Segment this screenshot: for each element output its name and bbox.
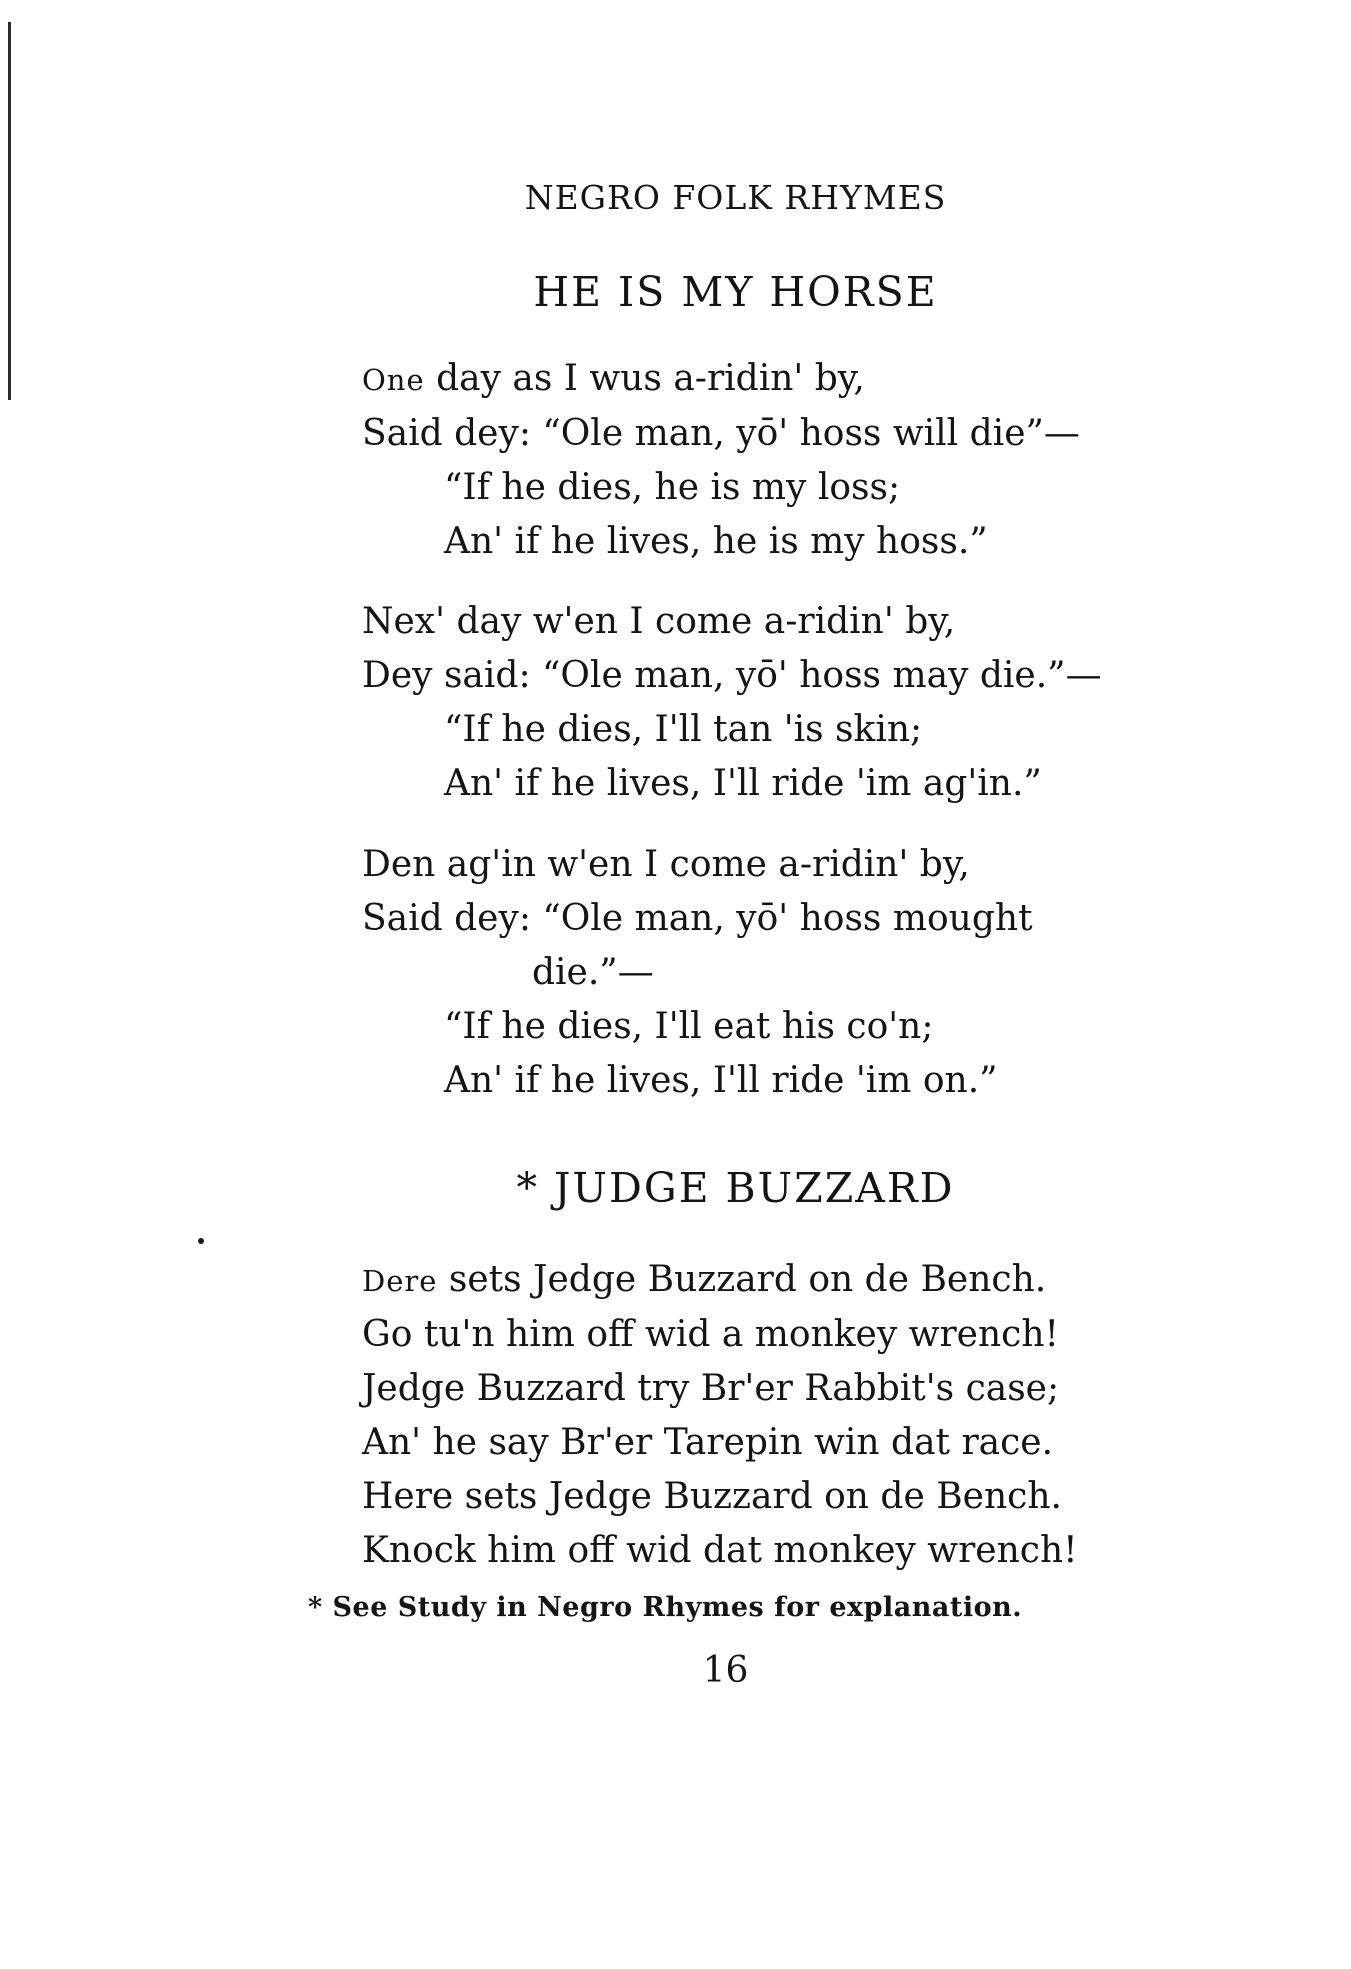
running-head: NEGRO FOLK RHYMES xyxy=(524,178,947,217)
stanza-2 xyxy=(362,595,1102,811)
verse-line: Knock him off wid dat monkey wrench! xyxy=(362,1530,1078,1571)
verse-line: Said dey: “Ole man, yō' hoss will die”— xyxy=(362,413,1080,454)
verse-line: An' if he lives, I'll ride 'im ag'in.” xyxy=(444,763,1042,804)
verse-line: One day as I wus a-ridin' by, xyxy=(362,358,865,399)
verse-line: Nex' day w'en I come a-ridin' by, xyxy=(362,601,956,642)
verse-line: Said dey: “Ole man, yō' hoss mought xyxy=(362,898,1033,939)
verse-line: Here sets Jedge Buzzard on de Bench. xyxy=(362,1476,1062,1517)
verse-line: die.”— xyxy=(532,952,654,993)
verse-line: Dere sets Jedge Buzzard on de Bench. xyxy=(362,1259,1047,1300)
verse-line: Jedge Buzzard try Br'er Rabbit's case; xyxy=(362,1368,1060,1409)
verse-line: Dey said: “Ole man, yō' hoss may die.”— xyxy=(362,655,1102,696)
verse-line: “If he dies, I'll tan 'is skin; xyxy=(444,709,923,750)
stanza-judge-buzzard xyxy=(362,1253,1078,1578)
ink-speck xyxy=(198,1238,204,1244)
verse-line: An' if he lives, I'll ride 'im on.” xyxy=(444,1060,998,1101)
verse-line: “If he dies, he is my loss; xyxy=(444,467,901,508)
verse-line: Den ag'in w'en I come a-ridin' by, xyxy=(362,844,970,885)
poem-title-he-is-my-horse: HE IS MY HORSE xyxy=(533,268,938,316)
stanza-3 xyxy=(362,838,1033,1108)
verse-line: An' he say Br'er Tarepin win dat race. xyxy=(362,1422,1054,1463)
footnote: * See Study in Negro Rhymes for explanation. xyxy=(308,1592,1023,1623)
verse-line: An' if he lives, he is my hoss.” xyxy=(444,521,988,562)
verse-line: “If he dies, I'll eat his co'n; xyxy=(444,1006,934,1047)
page-number: 16 xyxy=(702,1650,749,1691)
stanza-1 xyxy=(362,352,1080,569)
poem-title-judge-buzzard: * JUDGE BUZZARD xyxy=(516,1164,955,1212)
verse-line: Go tu'n him off wid a monkey wrench! xyxy=(362,1314,1059,1355)
